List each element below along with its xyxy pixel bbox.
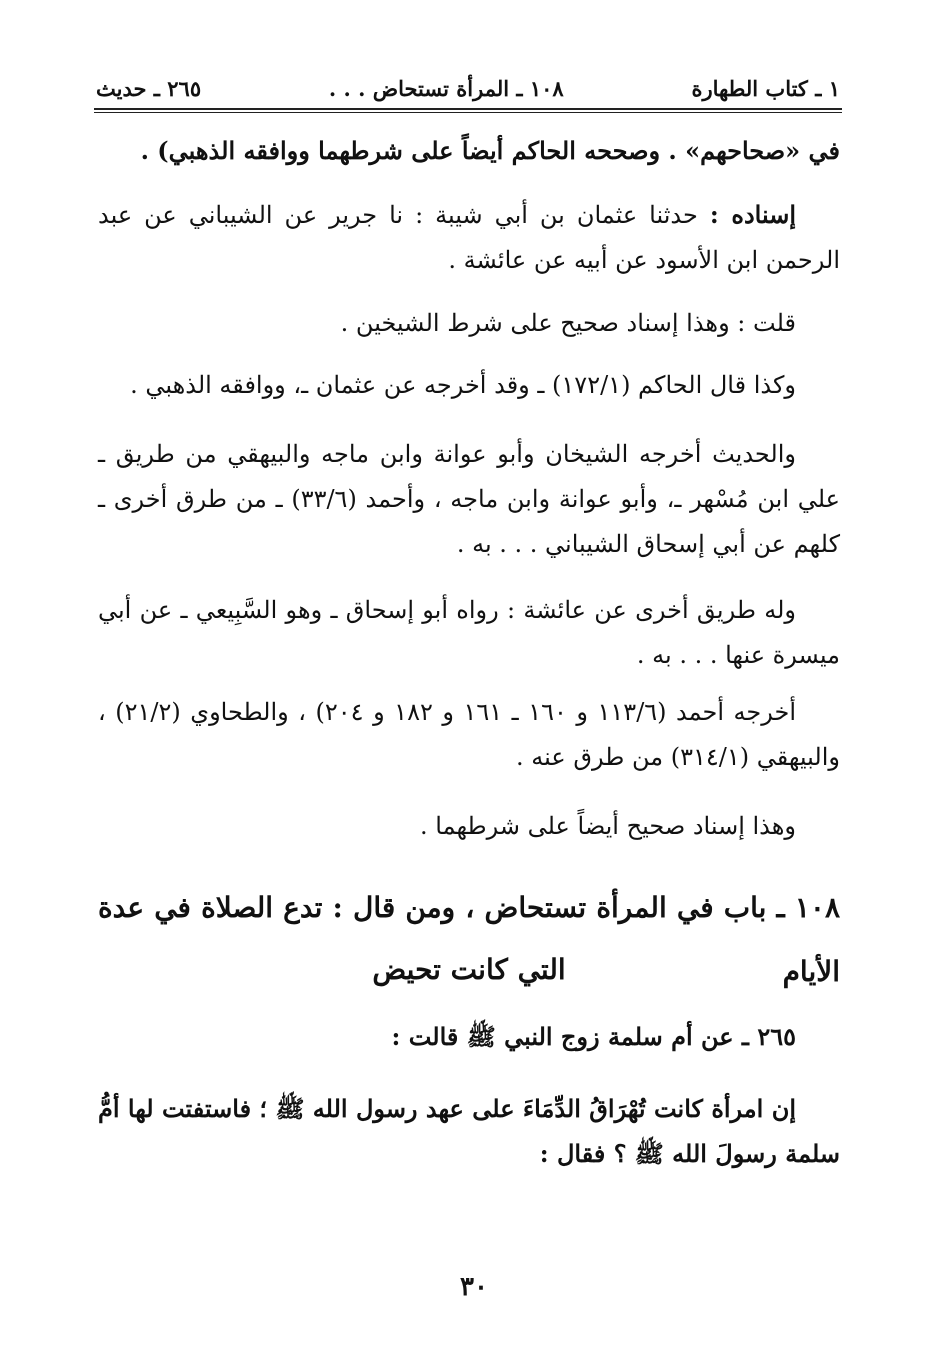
isnad-label: إسناده : <box>709 200 797 229</box>
paragraph-qultu: قلت : وهذا إسناد صحيح على شرط الشيخين . <box>340 309 796 337</box>
header-chapter-title: ١٠٨ ـ المرأة تستحاض . . . <box>328 75 564 101</box>
page-number: ٣٠ <box>460 1272 488 1302</box>
header-hadith-number: ٢٦٥ ـ حديث <box>96 75 202 101</box>
paragraph-takhrij: والحديث أخرجه الشيخان وأبو عوانة وابن ماجه والبيهقي من طريق ـ علي ابن مُسْهر ـ، وأبو عوانة وابن ماجه ، وأحمد (٣٣/٦) ـ من طرق أخرى ـ كلهم عن أبي إسحاق الشيباني . . . به . <box>98 440 840 558</box>
chapter-heading-line2: التي كانت تحيض <box>372 953 566 986</box>
isnad-text: حدثنا عثمان بن أبي شيبة : نا جرير عن الشيباني عن عبد الرحمن ابن الأسود عن أبيه عن عائشة . <box>98 201 840 274</box>
paragraph-other-route: وله طريق أخرى عن عائشة : رواه أبو إسحاق ـ وهو السَّبِيعي ـ عن أبي ميسرة عنها . . . به . <box>98 596 840 669</box>
running-header <box>96 70 840 106</box>
hadith-intro: ٢٦٥ ـ عن أم سلمة زوج النبي ﷺ قالت : <box>391 1022 796 1051</box>
paragraph-hakim: وكذا قال الحاكم (١٧٢/١) ـ وقد أخرجه عن عثمان ـ، ووافقه الذهبي . <box>130 371 796 399</box>
paragraph-continuation: في «صحاحهم» . وصححه الحاكم أيضاً على شرطهما ووافقه الذهبي) . <box>140 136 840 165</box>
paragraph-isnad <box>98 192 840 283</box>
paragraph-sahih: وهذا إسناد صحيح أيضاً على شرطهما . <box>420 812 796 840</box>
header-book-title: ١ ـ كتاب الطهارة <box>691 75 840 101</box>
header-rule <box>94 108 842 110</box>
header-rule-thin <box>94 112 842 113</box>
chapter-heading-line1: ١٠٨ ـ باب في المرأة تستحاض ، ومن قال : تدع الصلاة في عدة الأيام <box>98 891 840 988</box>
paragraph-ahmad: أخرجه أحمد (١١٣/٦ و ١٦٠ ـ ١٦١ و ١٨٢ و ٢٠٤) ، والطحاوي (٢١/٢) ، والبيهقي (٣١٤/١) من طرق عنه . <box>98 698 840 771</box>
hadith-text: إن امرأة كانت تُهْرَاقُ الدِّمَاءَ على عهد رسول الله ﷺ ؛ فاستفتت لها أمُّ سلمة رسولَ الله ﷺ ؟ فقال : <box>98 1094 840 1168</box>
